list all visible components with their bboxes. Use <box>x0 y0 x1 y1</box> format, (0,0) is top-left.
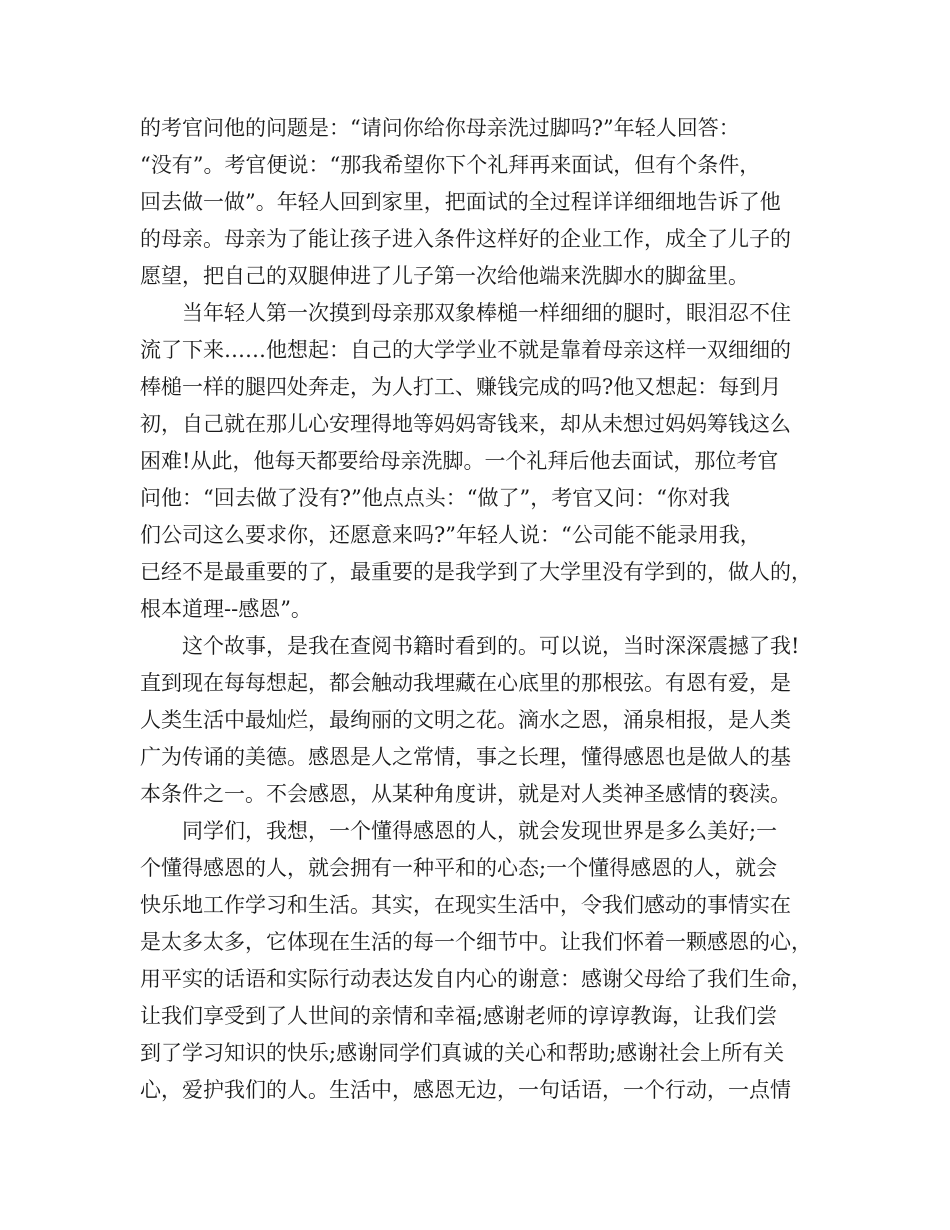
text-line: 的考官问他的问题是：“请问你给你母亲洗过脚吗?”年轻人回答： <box>140 116 740 140</box>
text-line: 心，爱护我们的人。生活中，感恩无边，一句话语，一个行动，一点情 <box>140 1078 791 1102</box>
text-line: 到了学习知识的快乐;感谢同学们真诚的关心和帮助;感谢社会上所有关 <box>140 1041 785 1065</box>
text-line: 棒槌一样的腿四处奔走，为人打工、赚钱完成的吗?他又想起：每到月 <box>140 375 782 399</box>
text-line: 广为传诵的美德。感恩是人之常情，事之长理，懂得感恩也是做人的基 <box>140 745 791 769</box>
text-line: 这个故事，是我在查阅书籍时看到的。可以说，当时深深震撼了我! <box>182 634 800 658</box>
text-line: 本条件之一。不会感恩，从某种角度讲，就是对人类神圣感情的亵渎。 <box>140 782 791 806</box>
text-line: 当年轻人第一次摸到母亲那双象棒槌一样细细的腿时，眼泪忍不住 <box>182 301 791 325</box>
text-line: 已经不是最重要的了，最重要的是我学到了大学里没有学到的，做人的， <box>140 560 812 584</box>
text-line: 是太多太多，它体现在生活的每一个细节中。让我们怀着一颗感恩的心， <box>140 930 812 954</box>
text-line: 问他：“回去做了没有?”他点点头：“做了”，考官又问：“你对我 <box>140 486 730 510</box>
text-line: “没有”。考官便说：“那我希望你下个礼拜再来面试，但有个条件， <box>140 153 761 177</box>
text-line: 用平实的话语和实际行动表达发自内心的谢意：感谢父母给了我们生命， <box>140 967 812 991</box>
text-line: 快乐地工作学习和生活。其实，在现实生活中，令我们感动的事情实在 <box>140 893 791 917</box>
text-line: 流了下来……他想起：自己的大学学业不就是靠着母亲这样一双细细的 <box>140 338 791 362</box>
text-line: 个懂得感恩的人，就会拥有一种平和的心态;一个懂得感恩的人，就会 <box>140 856 778 880</box>
text-line: 困难!从此，他每天都要给母亲洗脚。一个礼拜后他去面试，那位考官 <box>140 449 779 473</box>
text-line: 回去做一做”。年轻人回到家里，把面试的全过程详详细细地告诉了他 <box>140 190 781 214</box>
text-line: 初，自己就在那儿心安理得地等妈妈寄钱来，却从未想过妈妈筹钱这么 <box>140 412 791 436</box>
text-line: 根本道理--感恩”。 <box>140 597 312 621</box>
text-line: 同学们，我想，一个懂得感恩的人，就会发现世界是多么美好;一 <box>182 819 778 843</box>
text-line: 们公司这么要求你，还愿意来吗?”年轻人说：“公司能不能录用我， <box>140 523 761 547</box>
text-line: 愿望，把自己的双腿伸进了儿子第一次给他端来洗脚水的脚盆里。 <box>140 264 749 288</box>
text-line: 让我们享受到了人世间的亲情和幸福;感谢老师的谆谆教诲，让我们尝 <box>140 1004 778 1028</box>
text-line: 人类生活中最灿烂，最绚丽的文明之花。滴水之恩，涌泉相报，是人类 <box>140 708 791 732</box>
text-line: 的母亲。母亲为了能让孩子进入条件这样好的企业工作，成全了儿子的 <box>140 227 791 251</box>
text-line: 直到现在每每想起，都会触动我埋藏在心底里的那根弦。有恩有爱，是 <box>140 671 791 695</box>
